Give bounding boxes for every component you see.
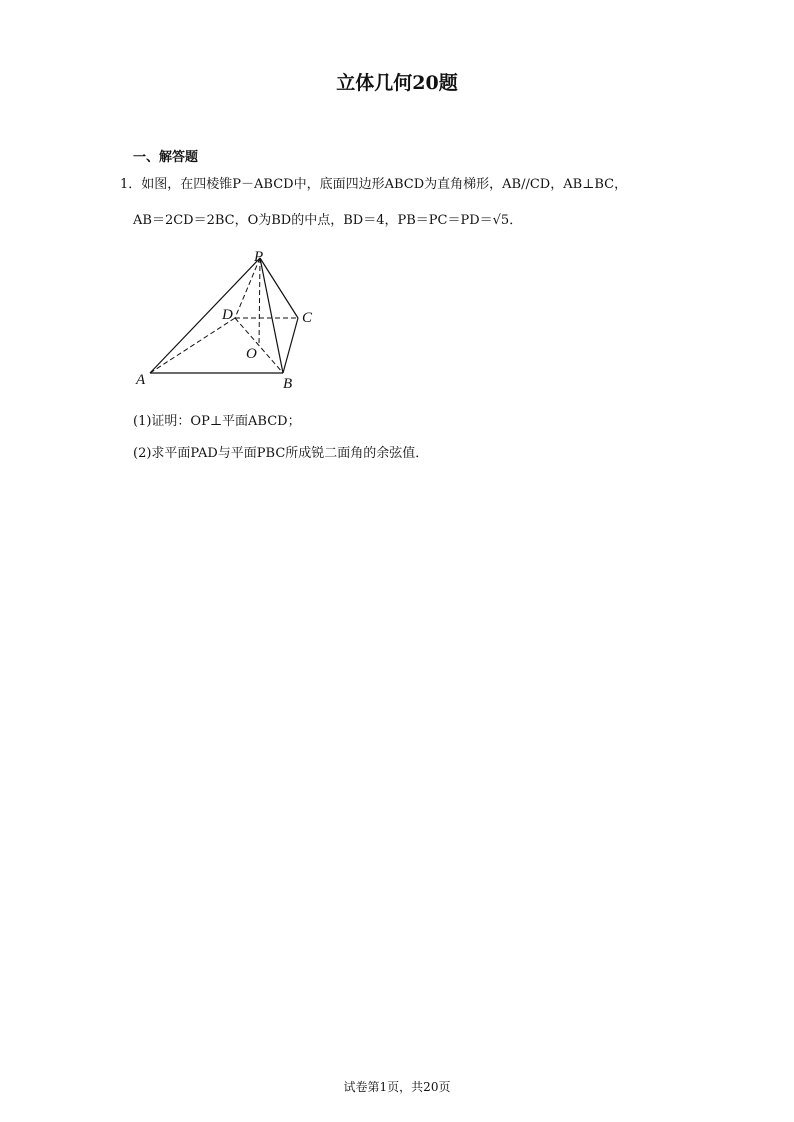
label-P: P (254, 249, 264, 265)
page-footer: 试卷第1页，共20页 (343, 1080, 451, 1094)
label-D: D (222, 307, 233, 323)
label-B: B (283, 376, 293, 392)
label-A: A (136, 372, 146, 388)
edge-PD (235, 258, 260, 318)
edge-BC (283, 318, 298, 373)
section-heading: 一、解答题 (133, 150, 199, 165)
edge-PO (259, 258, 260, 346)
edge-AD (150, 318, 235, 373)
question-1: (1)证明：OP⊥平面ABCD； (133, 414, 301, 429)
problem-statement-line-2: AB＝2CD＝2BC，O为BD的中点，BD＝4，PB＝PC＝PD＝√5． (133, 213, 523, 228)
edge-PA (150, 258, 260, 373)
question-2: (2)求平面PAD与平面PBC所成锐二面角的余弦值． (133, 446, 429, 461)
problem-statement-line-1: 1．如图，在四棱锥P－ABCD中，底面四边形ABCD为直角梯形，AB//CD，AB⊥BC， (120, 177, 628, 192)
page-title: 立体几何20题 (336, 72, 458, 94)
pyramid-figure (130, 246, 330, 396)
label-C: C (302, 310, 313, 326)
label-O: O (246, 346, 257, 362)
